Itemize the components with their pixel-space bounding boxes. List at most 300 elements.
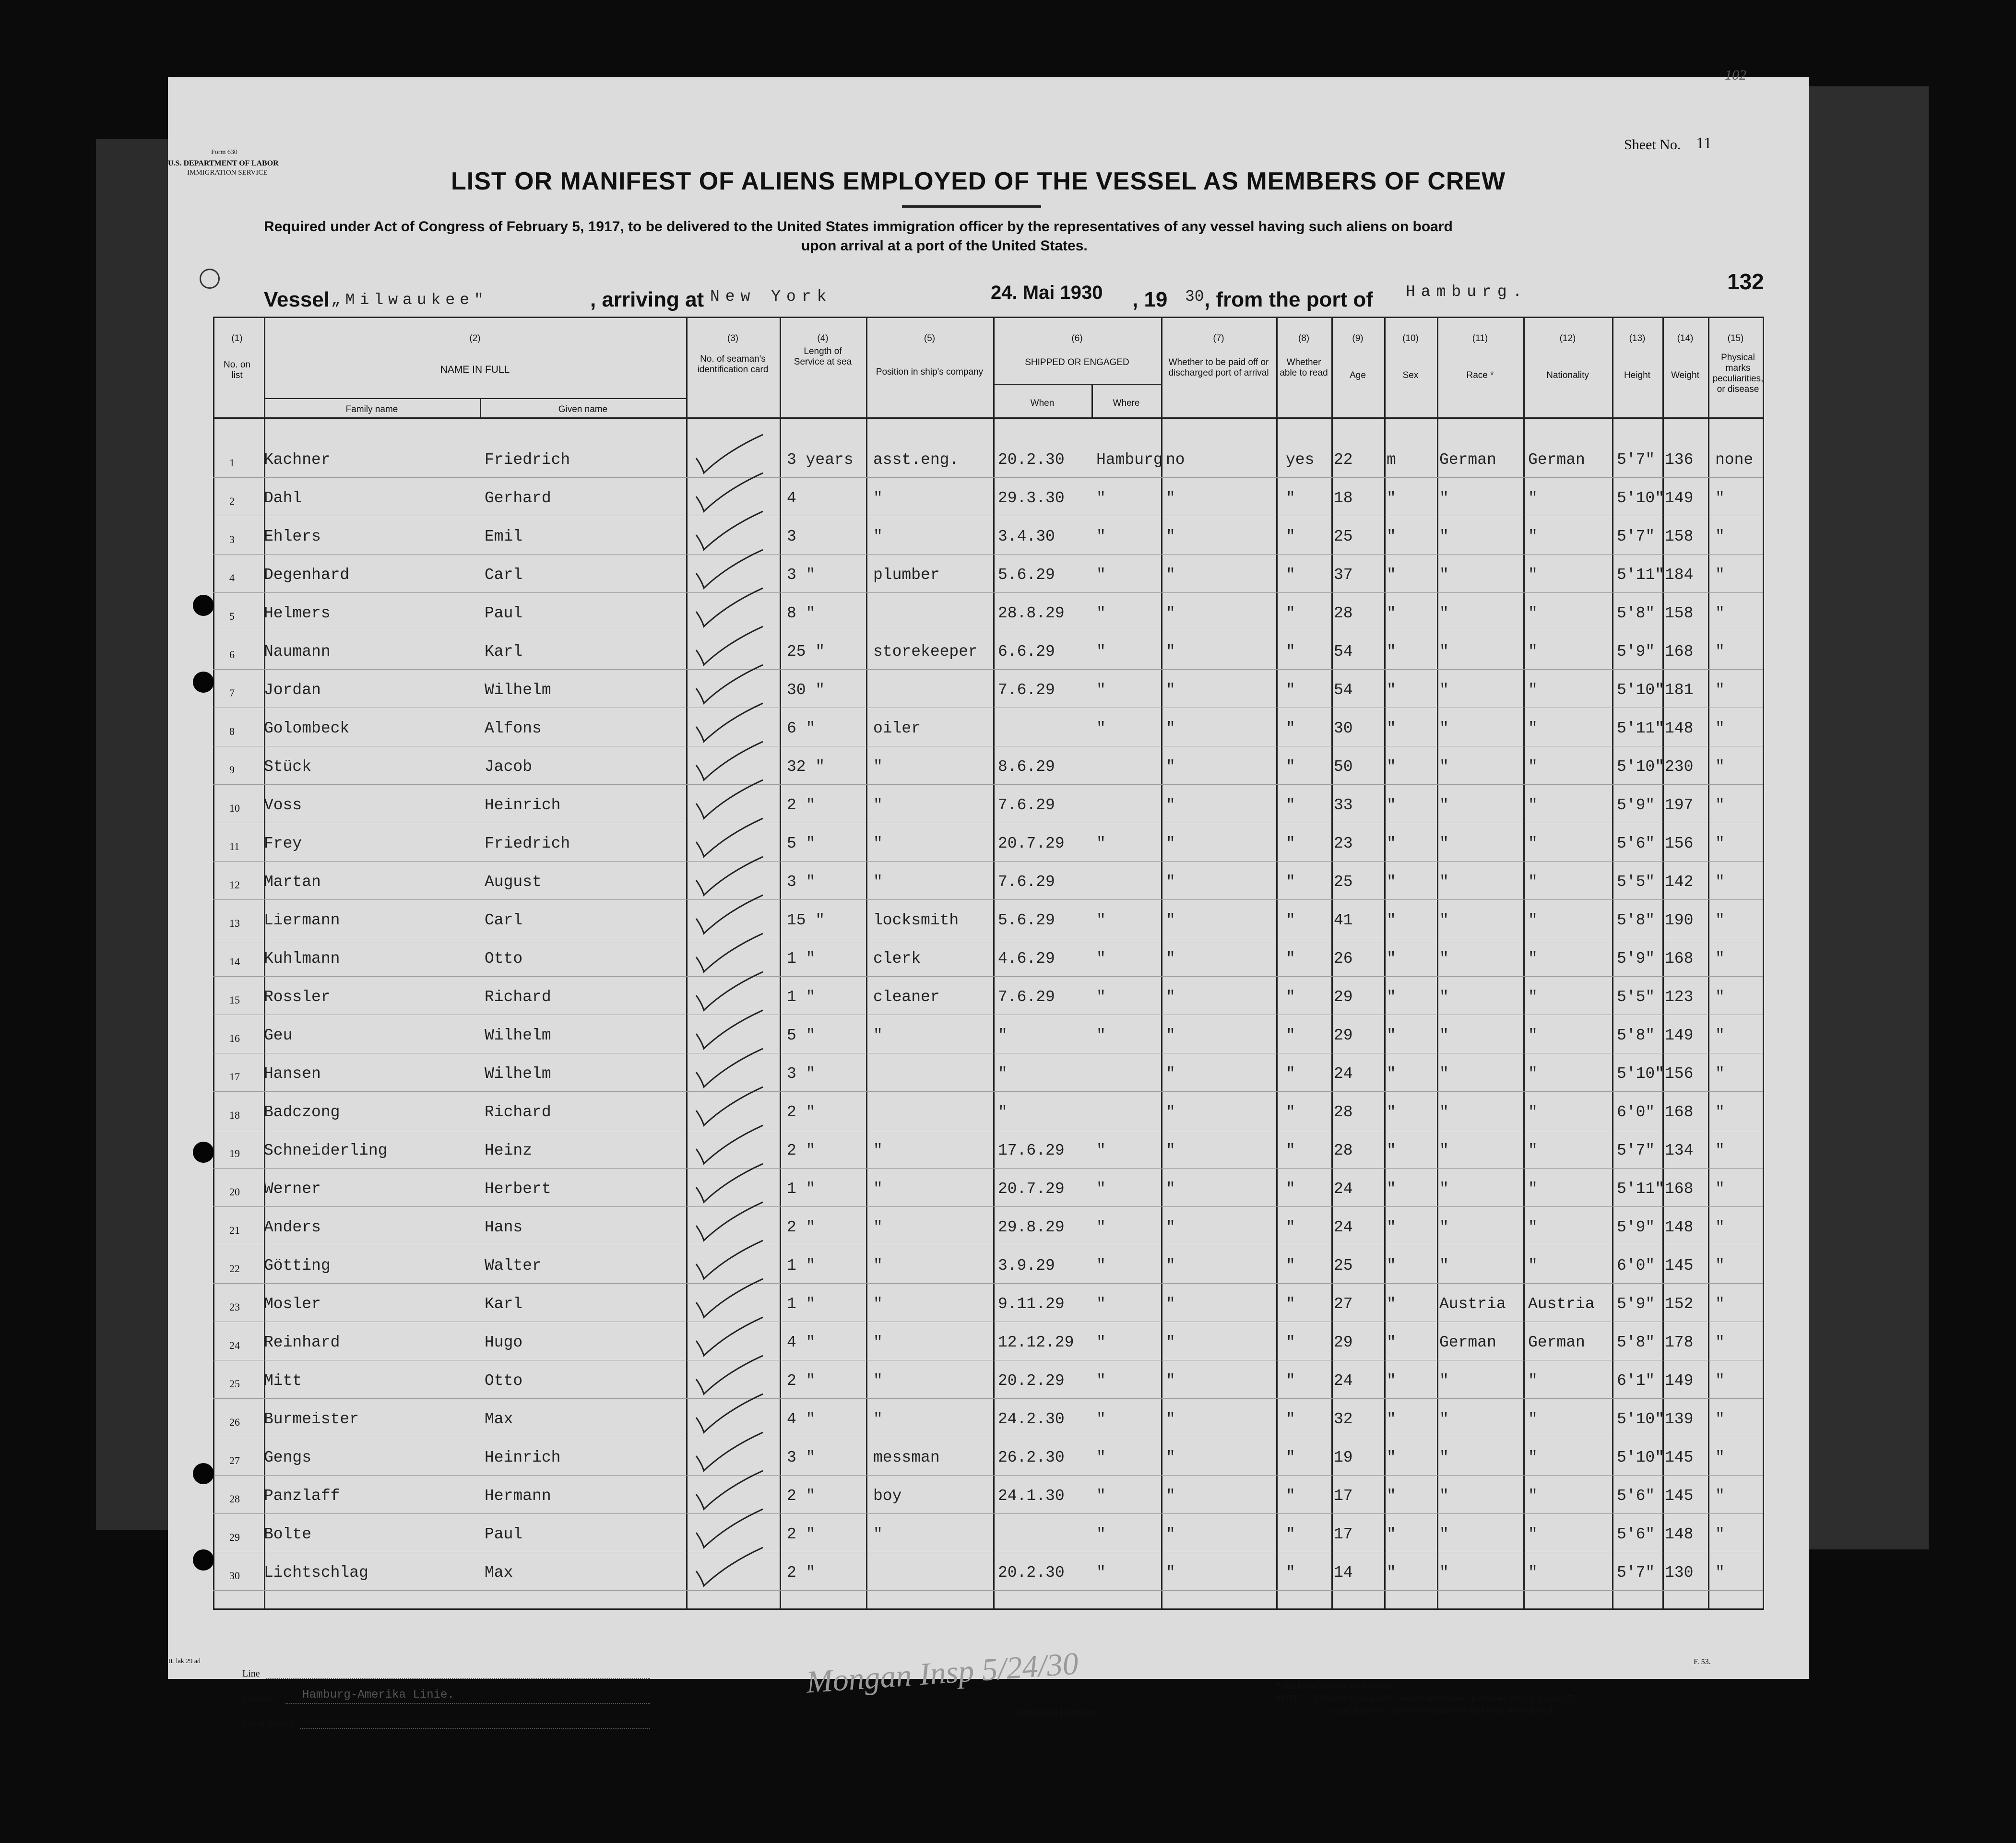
check-mark-icon [693, 854, 765, 897]
shipped-when: 20.2.30 [998, 451, 1065, 469]
height: 5'9" [1617, 1218, 1655, 1236]
check-mark-icon [693, 1276, 765, 1319]
age: 14 [1334, 1564, 1353, 1582]
length-of-service: 2 " [787, 1487, 816, 1505]
physical-marks: " [1715, 1142, 1725, 1159]
column-divider [1331, 317, 1333, 1610]
department-label: U.S. DEPARTMENT OF LABOR [168, 159, 279, 167]
given-name: Otto [485, 950, 523, 968]
position: storekeeper [873, 643, 978, 661]
race: " [1439, 720, 1449, 737]
physical-marks: " [1715, 1065, 1725, 1083]
weight: 145 [1665, 1449, 1694, 1466]
height: 5'7" [1617, 1142, 1655, 1159]
shipped-where: " [1096, 720, 1106, 737]
length-of-service: 2 " [787, 1103, 816, 1121]
nationality: " [1528, 566, 1538, 584]
paid-off: " [1166, 528, 1175, 545]
row-rule [213, 1513, 1763, 1514]
paid-off: " [1166, 911, 1175, 929]
age: 54 [1334, 681, 1353, 699]
race: " [1439, 1218, 1449, 1236]
weight: 168 [1665, 1103, 1694, 1121]
nationality: " [1528, 1257, 1538, 1275]
check-mark-icon [693, 739, 765, 782]
paid-off: " [1166, 1564, 1175, 1582]
weight: 145 [1665, 1257, 1694, 1275]
weight: 184 [1665, 566, 1694, 584]
fine-note-continued: is punishable by a fine of ten dollars for each alien. See other side. [1329, 1705, 1559, 1715]
paid-off: " [1166, 489, 1175, 507]
row-rule [213, 477, 1763, 478]
col11-number: (11) [1472, 333, 1488, 343]
col5-number: (5) [924, 333, 936, 343]
length-of-service: 2 " [787, 1218, 816, 1236]
row-number: 16 [229, 1032, 240, 1044]
shipped-when: 24.1.30 [998, 1487, 1065, 1505]
check-mark-icon [693, 931, 765, 974]
paid-off: no [1166, 451, 1185, 469]
col8-label: Whether able to read [1280, 357, 1328, 378]
age: 29 [1334, 1027, 1353, 1044]
given-name: Hans [485, 1218, 523, 1236]
paid-off: " [1166, 873, 1175, 891]
col1-number: (1) [231, 333, 243, 343]
length-of-service: 15 " [787, 911, 825, 929]
row-number: 3 [229, 533, 235, 545]
race: " [1439, 528, 1449, 545]
position: " [873, 873, 883, 891]
given-name: Wilhelm [485, 1065, 551, 1083]
weight: 136 [1665, 451, 1694, 469]
given-name: Heinrich [485, 1449, 561, 1466]
length-of-service: 4 " [787, 1410, 816, 1428]
given-name: August [485, 873, 542, 891]
able-to-read: " [1286, 1142, 1295, 1159]
row-rule [213, 554, 1763, 555]
weight: 130 [1665, 1564, 1694, 1582]
nationality: " [1528, 796, 1538, 814]
able-to-read: " [1286, 489, 1295, 507]
sex: " [1387, 835, 1396, 852]
row-number: 23 [229, 1301, 240, 1313]
paid-off: " [1166, 1065, 1175, 1083]
family-name: Mosler [264, 1295, 321, 1313]
race: " [1439, 643, 1449, 661]
given-name: Max [485, 1564, 513, 1582]
vessel-label: Vessel [264, 288, 330, 311]
nationality: " [1528, 1487, 1538, 1505]
height: 5'5" [1617, 988, 1655, 1006]
shipped-where: " [1096, 1142, 1106, 1159]
nationality: " [1528, 1218, 1538, 1236]
race: German [1439, 1334, 1496, 1351]
paid-off: " [1166, 1525, 1175, 1543]
shipped-when: " [998, 1027, 1008, 1044]
given-name: Wilhelm [485, 1027, 551, 1044]
sex: " [1387, 1487, 1396, 1505]
family-name: Helmers [264, 604, 331, 622]
row-rule [213, 1475, 1763, 1476]
age: 17 [1334, 1487, 1353, 1505]
able-to-read: " [1286, 604, 1295, 622]
nationality: German [1528, 451, 1585, 469]
length-of-service: 2 " [787, 1525, 816, 1543]
line-underline [266, 1678, 650, 1679]
able-to-read: " [1286, 1334, 1295, 1351]
check-mark-icon [693, 815, 765, 859]
shipped-when: 12.12.29 [998, 1334, 1074, 1351]
shipped-when: 24.2.30 [998, 1410, 1065, 1428]
row-number: 27 [229, 1454, 240, 1466]
family-name: Martan [264, 873, 321, 891]
col2-number: (2) [469, 333, 481, 343]
paid-off: " [1166, 566, 1175, 584]
row-rule [213, 899, 1763, 900]
weight: 168 [1665, 950, 1694, 968]
family-name: Gengs [264, 1449, 312, 1466]
paid-off: " [1166, 1334, 1175, 1351]
nationality: " [1528, 1065, 1538, 1083]
check-mark-icon [693, 1314, 765, 1358]
given-name: Friedrich [485, 451, 570, 469]
row-number: 12 [229, 879, 240, 891]
given-name: Alfons [485, 720, 542, 737]
family-name: Geu [264, 1027, 293, 1044]
length-of-service: 32 " [787, 758, 825, 776]
col7-label: Whether to be paid off or discharged port of arrival [1168, 357, 1269, 378]
shipped-when: 26.2.30 [998, 1449, 1065, 1466]
col8-number: (8) [1298, 333, 1310, 343]
agents-underline [300, 1728, 650, 1729]
row-number: 30 [229, 1570, 240, 1582]
nationality: " [1528, 1525, 1538, 1543]
physical-marks: " [1715, 1027, 1725, 1044]
able-to-read: " [1286, 566, 1295, 584]
row-number: 19 [229, 1147, 240, 1159]
check-mark-icon [693, 1391, 765, 1434]
length-of-service: 3 years [787, 451, 854, 469]
length-of-service: 1 " [787, 1257, 816, 1275]
physical-marks: none [1715, 451, 1754, 469]
length-of-service: 3 [787, 528, 796, 545]
family-name: Lichtschlag [264, 1564, 368, 1582]
shipped-where: " [1096, 835, 1106, 852]
weight: 178 [1665, 1334, 1694, 1351]
race: " [1439, 1449, 1449, 1466]
nationality: German [1528, 1334, 1585, 1351]
race: " [1439, 1525, 1449, 1543]
punch-hole [193, 1549, 214, 1571]
check-mark-icon [693, 892, 765, 935]
shipped-when: 7.6.29 [998, 988, 1055, 1006]
physical-marks: " [1715, 1295, 1725, 1313]
weight: 156 [1665, 1065, 1694, 1083]
row-rule [213, 784, 1763, 785]
shipped-where: " [1096, 1372, 1106, 1390]
row-number: 4 [229, 572, 235, 584]
race: " [1439, 758, 1449, 776]
length-of-service: 2 " [787, 796, 816, 814]
height: 5'9" [1617, 950, 1655, 968]
age: 25 [1334, 1257, 1353, 1275]
age: 25 [1334, 873, 1353, 891]
position: " [873, 758, 883, 776]
nationality: " [1528, 950, 1538, 968]
nationality: " [1528, 835, 1538, 852]
height: 5'7" [1617, 1564, 1655, 1582]
shipped-when: 9.11.29 [998, 1295, 1065, 1313]
nationality: " [1528, 643, 1538, 661]
weight: 145 [1665, 1487, 1694, 1505]
age: 27 [1334, 1295, 1353, 1313]
column-divider [1708, 317, 1709, 1610]
nationality: " [1528, 911, 1538, 929]
row-number: 10 [229, 802, 240, 814]
sex: " [1387, 1142, 1396, 1159]
shipped-when: 20.2.29 [998, 1372, 1065, 1390]
sex: " [1387, 1410, 1396, 1428]
arrival-date-stamp: 24. Mai 1930 [991, 282, 1103, 303]
race: " [1439, 911, 1449, 929]
check-mark-icon [693, 1430, 765, 1473]
height: 6'1" [1617, 1372, 1655, 1390]
row-number: 26 [229, 1416, 240, 1428]
height: 6'0" [1617, 1103, 1655, 1121]
punch-hole [200, 269, 220, 289]
paid-off: " [1166, 950, 1175, 968]
year-value: 30 [1185, 288, 1204, 306]
shipped-where: " [1096, 988, 1106, 1006]
shipped-where: " [1096, 1295, 1106, 1313]
inspector-signature: Mongan Insp 5/24/30 [805, 1646, 1080, 1700]
check-mark-icon [693, 1353, 765, 1396]
paid-off: " [1166, 604, 1175, 622]
paid-off: " [1166, 758, 1175, 776]
nationality: " [1528, 1142, 1538, 1159]
sex: " [1387, 643, 1396, 661]
height: 5'6" [1617, 835, 1655, 852]
position: " [873, 1295, 883, 1313]
column-divider [686, 317, 688, 1610]
height: 5'8" [1617, 911, 1655, 929]
length-of-service: 1 " [787, 1295, 816, 1313]
check-mark-icon [693, 1238, 765, 1281]
weight: 148 [1665, 720, 1694, 737]
sex: " [1387, 988, 1396, 1006]
sex: " [1387, 758, 1396, 776]
position: locksmith [873, 911, 959, 929]
family-name: Liermann [264, 911, 340, 929]
sex: " [1387, 1065, 1396, 1083]
shipped-where: " [1096, 1257, 1106, 1275]
physical-marks: " [1715, 566, 1725, 584]
able-to-read: " [1286, 988, 1295, 1006]
row-rule [213, 976, 1763, 977]
weight: 230 [1665, 758, 1694, 776]
background-sheet-right [1804, 86, 1929, 1549]
family-name: Degenhard [264, 566, 350, 584]
check-mark-icon [693, 508, 765, 552]
check-mark-icon [693, 1199, 765, 1242]
physical-marks: " [1715, 1257, 1725, 1275]
height: 5'11" [1617, 1180, 1665, 1198]
sex: " [1387, 1334, 1396, 1351]
physical-marks: " [1715, 528, 1725, 545]
paid-off: " [1166, 1257, 1175, 1275]
sex: " [1387, 950, 1396, 968]
family-name: Mitt [264, 1372, 302, 1390]
age: 23 [1334, 835, 1353, 852]
given-name: Wilhelm [485, 681, 551, 699]
nationality: " [1528, 681, 1538, 699]
physical-marks: " [1715, 988, 1725, 1006]
col7-number: (7) [1213, 333, 1224, 343]
position: " [873, 1257, 883, 1275]
col6-number: (6) [1071, 333, 1083, 343]
row-rule [213, 1590, 1763, 1591]
weight: 148 [1665, 1218, 1694, 1236]
length-of-service: 5 " [787, 1027, 816, 1044]
check-mark-icon [693, 969, 765, 1012]
nationality: " [1528, 988, 1538, 1006]
given-name: Friedrich [485, 835, 570, 852]
sex: " [1387, 1218, 1396, 1236]
race: Austria [1439, 1295, 1506, 1313]
family-name: Rossler [264, 988, 331, 1006]
check-mark-icon [693, 1122, 765, 1166]
family-name: Kuhlmann [264, 950, 340, 968]
manifest-page [166, 67, 1809, 1729]
age: 29 [1334, 988, 1353, 1006]
paid-off: " [1166, 1180, 1175, 1198]
row-rule [213, 861, 1763, 862]
position: " [873, 796, 883, 814]
shipped-when: 5.6.29 [998, 566, 1055, 584]
able-to-read: " [1286, 720, 1295, 737]
nationality: " [1528, 873, 1538, 891]
column-divider [1161, 317, 1162, 1610]
physical-marks: " [1715, 604, 1725, 622]
race: " [1439, 1257, 1449, 1275]
age: 24 [1334, 1218, 1353, 1236]
owners-value: Hamburg-Amerika Linie. [302, 1689, 454, 1701]
age: 19 [1334, 1449, 1353, 1466]
shipped-where: " [1096, 489, 1106, 507]
age: 25 [1334, 528, 1353, 545]
physical-marks: " [1715, 1487, 1725, 1505]
age: 24 [1334, 1180, 1353, 1198]
given-name: Gerhard [485, 489, 551, 507]
shipped-when: 5.6.29 [998, 911, 1055, 929]
given-name: Heinz [485, 1142, 533, 1159]
paid-off: " [1166, 1410, 1175, 1428]
length-of-service: 5 " [787, 835, 816, 852]
physical-marks: " [1715, 835, 1725, 852]
weight: 149 [1665, 1372, 1694, 1390]
able-to-read: " [1286, 835, 1295, 852]
col6-when-label: When [1030, 398, 1055, 408]
length-of-service: 1 " [787, 988, 816, 1006]
able-to-read: " [1286, 1487, 1295, 1505]
shipped-where: " [1096, 911, 1106, 929]
height: 5'10" [1617, 681, 1665, 699]
col15-number: (15) [1727, 333, 1744, 343]
position: boy [873, 1487, 902, 1505]
position: " [873, 1372, 883, 1390]
paid-off: " [1166, 681, 1175, 699]
race: " [1439, 489, 1449, 507]
check-mark-icon [693, 777, 765, 820]
shipped-when: 29.8.29 [998, 1218, 1065, 1236]
col11-label: Race * [1466, 370, 1494, 380]
header-subdivider [993, 384, 1161, 385]
col9-number: (9) [1352, 333, 1364, 343]
able-to-read: " [1286, 1449, 1295, 1466]
nationality: " [1528, 604, 1538, 622]
family-name: Frey [264, 835, 302, 852]
age: 26 [1334, 950, 1353, 968]
able-to-read: " [1286, 1295, 1295, 1313]
given-name: Paul [485, 1525, 523, 1543]
sheet-label: Sheet No. [1624, 137, 1681, 153]
col14-number: (14) [1677, 333, 1694, 343]
length-of-service: 3 " [787, 566, 816, 584]
weight: 142 [1665, 873, 1694, 891]
column-divider [1437, 317, 1438, 1610]
able-to-read: " [1286, 1065, 1295, 1083]
race: " [1439, 1027, 1449, 1044]
family-name: Jordan [264, 681, 321, 699]
race: German [1439, 451, 1496, 469]
given-name: Max [485, 1410, 513, 1428]
punch-hole [193, 1463, 214, 1484]
race: " [1439, 835, 1449, 852]
given-name: Walter [485, 1257, 542, 1275]
length-of-service: 4 " [787, 1334, 816, 1351]
family-name: Kachner [264, 451, 331, 469]
length-of-service: 6 " [787, 720, 816, 737]
shipped-where: " [1096, 1027, 1106, 1044]
punch-hole [193, 1142, 214, 1163]
height: 5'8" [1617, 604, 1655, 622]
position: oiler [873, 720, 921, 737]
shipped-where: " [1096, 1449, 1106, 1466]
paid-off: " [1166, 1027, 1175, 1044]
physical-marks: " [1715, 1449, 1725, 1466]
age: 24 [1334, 1065, 1353, 1083]
row-number: 29 [229, 1531, 240, 1543]
position: cleaner [873, 988, 940, 1006]
subtitle-line-2: upon arrival at a port of the United States. [801, 238, 1088, 254]
height: 5'10" [1617, 489, 1665, 507]
header-subdivider [264, 398, 686, 399]
given-name: Heinrich [485, 796, 561, 814]
length-of-service: 3 " [787, 1449, 816, 1466]
length-of-service: 1 " [787, 950, 816, 968]
inspector-label: Immigrant Inspector. [1017, 1707, 1098, 1717]
shipped-where: " [1096, 528, 1106, 545]
sex: m [1387, 451, 1396, 469]
height: 5'9" [1617, 796, 1655, 814]
row-number: 13 [229, 917, 240, 929]
able-to-read: " [1286, 1218, 1295, 1236]
races-note: * See list of races on back hereof. [1276, 1681, 1393, 1691]
height: 5'8" [1617, 1027, 1655, 1044]
family-name: Schneiderling [264, 1142, 388, 1159]
row-number: 7 [229, 687, 235, 699]
paid-off: " [1166, 1218, 1175, 1236]
